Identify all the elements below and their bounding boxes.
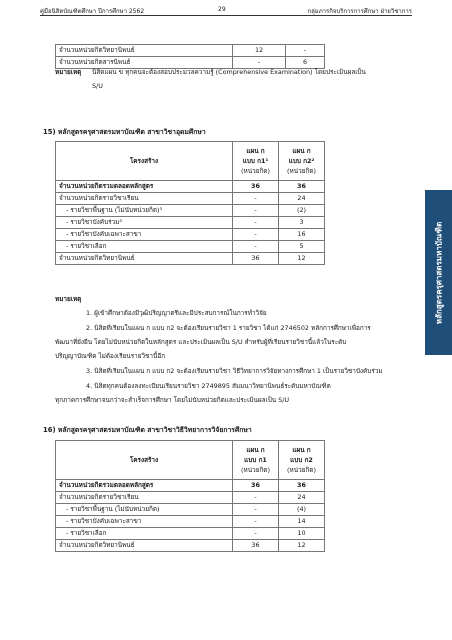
table-row: จำนวนหน่วยกิตรวมตลอดหลักสูตร 36 36 [56,181,325,193]
column-header-plan-a1: แผน ก แบบ ก1¹ (หน่วยกิต) [233,142,279,181]
table-row: จำนวนหน่วยกิตวิทยานิพนธ์ 36 12 [56,253,325,265]
table-header-row [56,441,325,480]
note-line: นิสิตแผน ข ทุกคนจะต้องสอบประมวลความรู้ (Comprehensive Examination) โดยประเมินผลเป็น [92,68,366,76]
row-label: จำนวนหน่วยกิตสารนิพนธ์ [56,57,233,69]
cell-value: - [233,57,286,69]
table-row: - รายวิชาบังคับเฉพาะสาขา - 16 [56,229,325,241]
column-header-plan-a2: แผน ก แบบ ก2² (หน่วยกิต) [279,142,325,181]
cell-value: 12 [233,45,286,57]
page-number: 29 [218,6,226,13]
table-row: - รายวิชาเลือก - 5 [56,241,325,253]
note-line: 3. นิสิตที่เรียนในแผน ก แบบ ก2 จะต้องเรียนรายวิชา วิธีวิทยาการวิจัยทางการศึกษา 1 เป็นรายวิชาบังคับร่วม [86,367,383,375]
table-row: จำนวนหน่วยกิตรวมตลอดหลักสูตร 36 36 [56,480,325,492]
section-15-table [55,141,325,265]
cell-value: 6 [286,57,325,69]
top-table [55,44,325,69]
column-header-plan-a2: แผน ก แบบ ก2 (หน่วยกิต) [279,441,325,480]
section-16-title: 16) หลักสูตรครุศาสตรมหาบัณฑิต สาขาวิชาวิธีวิทยาการวิจัยการศึกษา [43,426,252,434]
row-label: จำนวนหน่วยกิตวิทยานิพนธ์ [56,45,233,57]
side-tab-label: หลักสูตรครุศาสตรมหาบัณฑิต [434,221,443,324]
note-label: หมายเหตุ [55,68,82,76]
header-rule [40,15,412,16]
column-header-structure: โครงสร้าง [56,142,233,181]
notes-label: หมายเหตุ [55,295,82,303]
note-line: 1. ผู้เข้าศึกษาต้องมีวุฒิปริญญาตรีและมีประสบการณ์ในการทำวิจัย [86,309,267,317]
header-right: กลุ่มภารกิจบริการการศึกษา ฝ่ายวิชาการ [307,8,412,15]
table-row: จำนวนหน่วยกิตรายวิชาเรียน - 24 [56,193,325,205]
table-row: - รายวิชาบังคับเฉพาะสาขา - 14 [56,516,325,528]
table-row: - รายวิชาเลือก - 10 [56,528,325,540]
note-line: พัฒนาที่ยั่งยืน โดยไม่นับหน่วยกิตในหลักสูตร และประเมินผลเป็น S/U สำหรับผู้ที่เรียนรายวิชานี้แล้วในระดับ [55,338,347,346]
section-15-title: 15) หลักสูตรครุศาสตรมหาบัณฑิต สาขาวิชาอุดมศึกษา [43,128,206,136]
column-header-plan-a1: แผน ก แบบ ก1 (หน่วยกิต) [233,441,279,480]
table-row: จำนวนหน่วยกิตรายวิชาเรียน - 24 [56,492,325,504]
note-line: 2. นิสิตที่เรียนในแผน ก แบบ ก2 จะต้องเรียนรายวิชา 1 รายวิชา ได้แก่ 2746502 หลักการศึกษาเพื่อการ [86,324,371,332]
header-left: คู่มือนิสิตบัณฑิตศึกษา ปีการศึกษา 2562 [40,8,145,15]
table-row: จำนวนหน่วยกิตวิทยานิพนธ์ 36 12 [56,540,325,552]
table-row: - รายวิชาพื้นฐาน (ไม่นับหน่วยกิต)³ - (2) [56,205,325,217]
table-row: - รายวิชาพื้นฐาน (ไม่นับหน่วยกิต) - (4) [56,504,325,516]
table-header-row [56,142,325,181]
column-header-structure: โครงสร้าง [56,441,233,480]
page-header [40,4,412,16]
section-16-table [55,440,325,552]
note-line: 4. นิสิตทุกคนต้องลงทะเบียนเรียนรายวิชา 2749895 สัมมนาวิทยานิพนธ์ระดับมหาบัณฑิต [86,382,331,390]
table-row [56,45,325,57]
table-row: - รายวิชาบังคับร่วม³ - 3 [56,217,325,229]
note-line: ปริญญาบัณฑิต ไม่ต้องเรียนรายวิชานี้อีก [55,352,166,360]
side-tab [425,190,452,355]
note-line: ทุกภาคการศึกษาจนกว่าจะสำเร็จการศึกษา โดยไม่นับหน่วยกิตและประเมินผลเป็น S/U [55,396,290,404]
cell-value: - [286,45,325,57]
note-line: S/U [92,82,103,90]
